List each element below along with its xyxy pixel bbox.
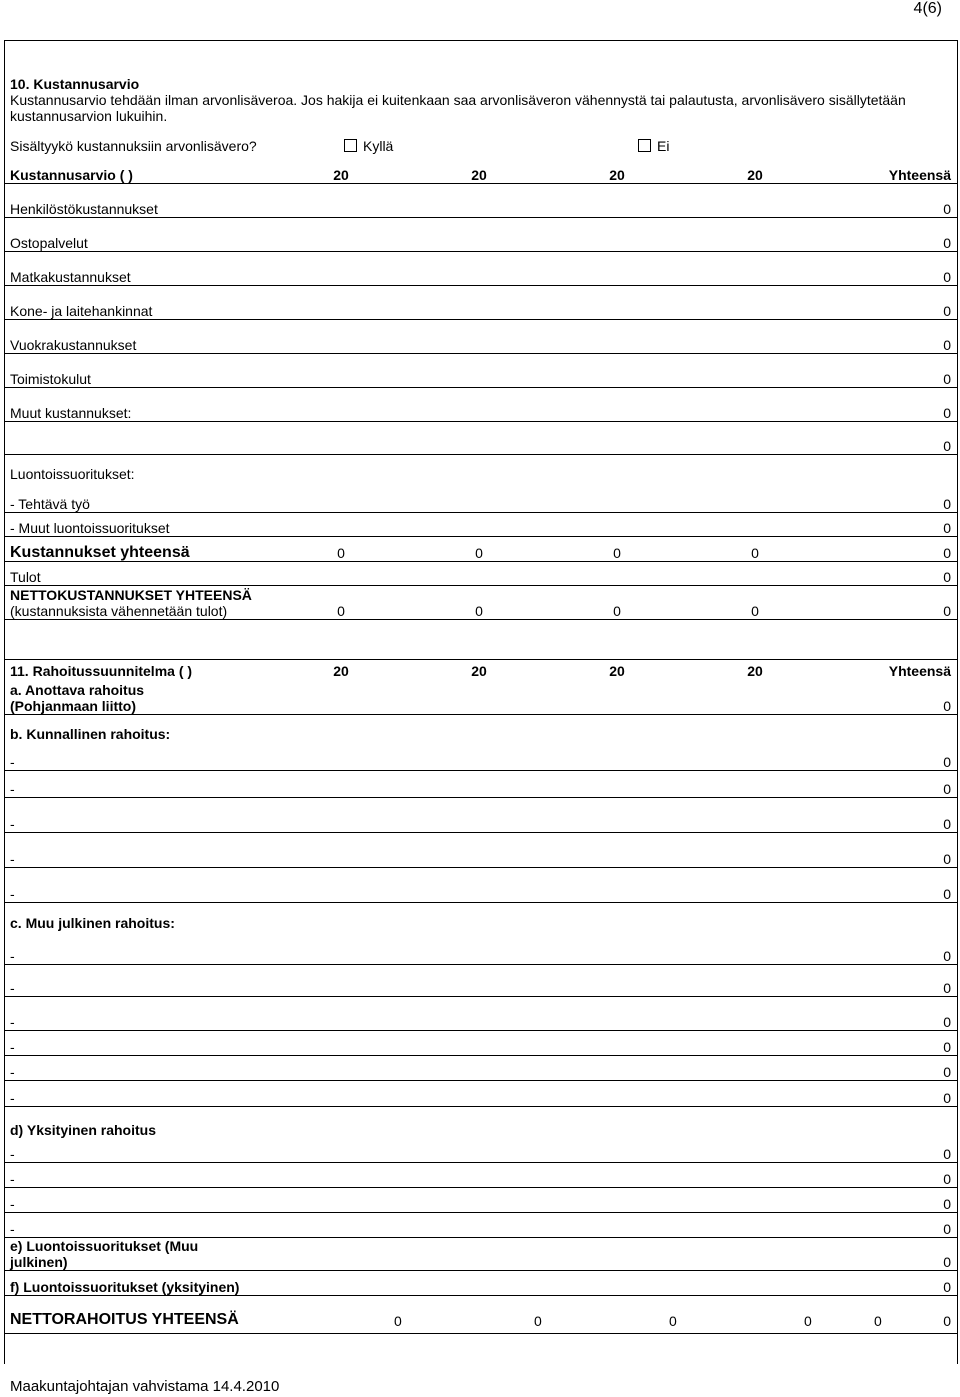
row-label[interactable]: - bbox=[4, 1056, 272, 1081]
cell-input[interactable] bbox=[548, 1188, 686, 1213]
row-total: 0 bbox=[824, 319, 957, 353]
cell-value: 0 bbox=[410, 536, 548, 561]
row-label[interactable]: - bbox=[4, 771, 272, 798]
row-label: Toimistokulut bbox=[4, 353, 272, 387]
cell-input[interactable] bbox=[272, 1238, 410, 1271]
row-total: 0 bbox=[824, 536, 957, 561]
net-financing-row bbox=[4, 1296, 957, 1334]
section-10-heading: 10. Kustannusarvio bbox=[10, 76, 140, 92]
cell-input[interactable] bbox=[686, 1188, 824, 1213]
cell-input[interactable] bbox=[272, 217, 410, 251]
row-label[interactable] bbox=[4, 421, 272, 454]
cell-value: 0 bbox=[548, 536, 686, 561]
cell-input[interactable] bbox=[686, 965, 824, 997]
cell-input[interactable] bbox=[410, 1031, 548, 1056]
row-label: Kone- ja laitehankinnat bbox=[4, 285, 272, 319]
net-costs-title: NETTOKUSTANNUKSET YHTEENSÄ bbox=[10, 586, 252, 603]
cell-input[interactable] bbox=[272, 1271, 410, 1296]
cell-input[interactable] bbox=[686, 512, 824, 536]
row-total: 0 bbox=[824, 561, 957, 585]
cell-input[interactable] bbox=[686, 387, 824, 421]
cell-input[interactable] bbox=[548, 251, 686, 285]
cell-input[interactable] bbox=[272, 931, 410, 965]
cell-value: 0 bbox=[534, 1313, 542, 1329]
cell-input[interactable] bbox=[272, 353, 410, 387]
cell-input[interactable] bbox=[686, 1056, 824, 1081]
cell-input[interactable] bbox=[548, 965, 686, 997]
cell-input[interactable] bbox=[410, 1238, 548, 1271]
row-label[interactable]: - bbox=[4, 1031, 272, 1056]
cell-input[interactable] bbox=[686, 1213, 824, 1238]
cell-input[interactable] bbox=[686, 1138, 824, 1163]
other-public-funding-label: c. Muu julkinen rahoitus: bbox=[10, 914, 175, 931]
in-kind-public-row bbox=[4, 1238, 957, 1271]
table-row bbox=[4, 387, 957, 421]
cell-input[interactable] bbox=[548, 798, 686, 833]
cell-input[interactable] bbox=[410, 1056, 548, 1081]
cell-input[interactable] bbox=[686, 1081, 824, 1107]
vat-question-row bbox=[10, 138, 950, 154]
cell-value: 0 bbox=[272, 536, 410, 561]
cell-input[interactable] bbox=[272, 771, 410, 798]
cell-input[interactable] bbox=[410, 1213, 548, 1238]
cell-input[interactable] bbox=[410, 742, 548, 771]
cell-input[interactable] bbox=[410, 217, 548, 251]
row-total: 0 bbox=[824, 1238, 957, 1271]
row-total: 0 bbox=[824, 931, 957, 965]
cell-input[interactable] bbox=[686, 833, 824, 868]
cell-input[interactable] bbox=[686, 217, 824, 251]
row-label[interactable]: - bbox=[4, 1188, 272, 1213]
cell-input[interactable] bbox=[272, 319, 410, 353]
row-total: 0 bbox=[824, 183, 957, 217]
cell-input[interactable] bbox=[272, 512, 410, 536]
cell-input[interactable] bbox=[410, 512, 548, 536]
vat-question: Sisältyykö kustannuksiin arvonlisävero? bbox=[10, 138, 257, 154]
row-total: 0 bbox=[824, 1056, 957, 1081]
cell-input[interactable] bbox=[272, 1138, 410, 1163]
in-kind-public-title: e) Luontoissuoritukset (Muu bbox=[10, 1238, 199, 1254]
table-row bbox=[4, 1138, 957, 1163]
cell-input[interactable] bbox=[410, 482, 548, 512]
cost-header-row bbox=[4, 163, 957, 183]
table-row bbox=[4, 482, 957, 512]
cell-input[interactable] bbox=[410, 251, 548, 285]
financing-header-row bbox=[4, 660, 957, 679]
cell-input[interactable] bbox=[272, 1213, 410, 1238]
row-total: 0 bbox=[824, 1213, 957, 1238]
cell-value: 0 bbox=[874, 1313, 882, 1329]
row-total: 0 bbox=[824, 285, 957, 319]
cell-input[interactable] bbox=[410, 931, 548, 965]
table-row bbox=[4, 931, 957, 965]
row-label: Ostopalvelut bbox=[4, 217, 272, 251]
row-label: Vuokrakustannukset bbox=[4, 319, 272, 353]
table-row bbox=[4, 868, 957, 903]
cell-input[interactable] bbox=[686, 1163, 824, 1188]
net-costs-label bbox=[4, 585, 272, 619]
cell-input[interactable] bbox=[686, 798, 824, 833]
net-financing-cell bbox=[4, 1296, 957, 1334]
cell-input[interactable] bbox=[272, 561, 410, 585]
cell-input[interactable] bbox=[548, 679, 686, 715]
row-label[interactable]: - bbox=[4, 997, 272, 1031]
year-1-header: 20 bbox=[333, 662, 349, 679]
section-10-intro bbox=[10, 76, 950, 154]
cell-input[interactable] bbox=[272, 965, 410, 997]
row-label[interactable]: - bbox=[4, 742, 272, 771]
row-total: 0 bbox=[824, 1163, 957, 1188]
table-row bbox=[4, 353, 957, 387]
row-label[interactable]: - bbox=[4, 868, 272, 903]
row-label[interactable]: - bbox=[4, 1213, 272, 1238]
vat-no-option[interactable] bbox=[638, 138, 669, 154]
row-label[interactable]: - bbox=[4, 931, 272, 965]
cell-input[interactable] bbox=[548, 561, 686, 585]
cell-input[interactable] bbox=[410, 1163, 548, 1188]
table-row bbox=[4, 319, 957, 353]
cell-value: 0 bbox=[394, 1313, 402, 1329]
cell-input[interactable] bbox=[548, 1271, 686, 1296]
cell-input[interactable] bbox=[686, 482, 824, 512]
cell-input[interactable] bbox=[686, 771, 824, 798]
cell-input[interactable] bbox=[686, 421, 824, 454]
row-label[interactable]: - bbox=[4, 1138, 272, 1163]
requested-funding-row bbox=[4, 679, 957, 715]
cell-input[interactable] bbox=[548, 1138, 686, 1163]
cell-input[interactable] bbox=[686, 679, 824, 715]
row-label: Matkakustannukset bbox=[4, 251, 272, 285]
cell-input[interactable] bbox=[548, 512, 686, 536]
cell-input[interactable] bbox=[272, 798, 410, 833]
row-total: 0 bbox=[824, 1188, 957, 1213]
cell-input[interactable] bbox=[686, 931, 824, 965]
cell-input[interactable] bbox=[272, 1081, 410, 1107]
vat-yes-option[interactable] bbox=[344, 138, 393, 154]
table-row bbox=[4, 1031, 957, 1056]
total-header: Yhteensä bbox=[824, 163, 957, 183]
year-2-header: 20 bbox=[471, 662, 487, 679]
cell-input[interactable] bbox=[272, 833, 410, 868]
table-row bbox=[4, 421, 957, 454]
vat-no-label: Ei bbox=[657, 138, 670, 154]
row-total: 0 bbox=[824, 353, 957, 387]
cell-input[interactable] bbox=[686, 285, 824, 319]
cell-input[interactable] bbox=[410, 833, 548, 868]
table-row bbox=[4, 798, 957, 833]
cell-input[interactable] bbox=[272, 868, 410, 903]
cell-value: 0 bbox=[272, 585, 410, 619]
cell-input[interactable] bbox=[548, 868, 686, 903]
cell-input[interactable] bbox=[686, 561, 824, 585]
table-row bbox=[4, 1081, 957, 1107]
row-total: 0 bbox=[824, 1081, 957, 1107]
row-label[interactable]: - bbox=[4, 1163, 272, 1188]
cell-input[interactable] bbox=[548, 997, 686, 1031]
intro-text: Kustannusarvio tehdään ilman arvonlisäveroa. Jos hakija ei kuitenkaan saa arvonlisäveron vähennystä tai palautusta, arvonlisävero sisällytetään kustannusarvion lukuihin. bbox=[10, 92, 906, 124]
net-financing-label: NETTORAHOITUS YHTEENSÄ bbox=[10, 1311, 239, 1328]
cell-input[interactable] bbox=[272, 387, 410, 421]
cell-input[interactable] bbox=[548, 387, 686, 421]
row-label: - Tehtävä työ bbox=[4, 482, 272, 512]
financing-header-label: 11. Rahoitussuunnitelma ( ) bbox=[10, 662, 193, 679]
table-row bbox=[4, 965, 957, 997]
cell-value: 0 bbox=[669, 1313, 677, 1329]
cell-input[interactable] bbox=[410, 771, 548, 798]
cell-value: 0 bbox=[686, 585, 824, 619]
cell-input[interactable] bbox=[272, 679, 410, 715]
private-funding-label: d) Yksityinen rahoitus bbox=[10, 1121, 156, 1138]
table-row bbox=[4, 1213, 957, 1238]
page-number: 4(6) bbox=[913, 0, 942, 17]
row-total: 0 bbox=[824, 997, 957, 1031]
cell-input[interactable] bbox=[272, 1163, 410, 1188]
cell-input[interactable] bbox=[410, 679, 548, 715]
in-kind-heading-row bbox=[4, 454, 957, 482]
cell-input[interactable] bbox=[272, 997, 410, 1031]
row-total: 0 bbox=[824, 798, 957, 833]
cell-input[interactable] bbox=[548, 833, 686, 868]
cell-input[interactable] bbox=[548, 771, 686, 798]
cell-input[interactable] bbox=[410, 561, 548, 585]
row-label[interactable]: - bbox=[4, 1081, 272, 1107]
cell-input[interactable] bbox=[410, 353, 548, 387]
cost-header-label: Kustannusarvio ( ) bbox=[4, 163, 272, 183]
cell-input[interactable] bbox=[548, 1163, 686, 1188]
cell-input[interactable] bbox=[548, 217, 686, 251]
cell-input[interactable] bbox=[548, 1056, 686, 1081]
costs-total-label: Kustannukset yhteensä bbox=[4, 536, 272, 561]
row-label[interactable]: - bbox=[4, 965, 272, 997]
cell-input[interactable] bbox=[548, 183, 686, 217]
net-costs-row bbox=[4, 585, 957, 619]
cell-input[interactable] bbox=[272, 482, 410, 512]
table-row bbox=[4, 833, 957, 868]
cell-input[interactable] bbox=[548, 1081, 686, 1107]
row-total: 0 bbox=[824, 868, 957, 903]
costs-total-row bbox=[4, 536, 957, 561]
year-3-header: 20 bbox=[609, 662, 625, 679]
row-total: 0 bbox=[824, 421, 957, 454]
table-row bbox=[4, 183, 957, 217]
row-total: 0 bbox=[824, 585, 957, 619]
row-total: 0 bbox=[824, 965, 957, 997]
cell-input[interactable] bbox=[686, 183, 824, 217]
financing-plan-table bbox=[4, 659, 957, 1334]
row-total: 0 bbox=[824, 1031, 957, 1056]
cell-input[interactable] bbox=[548, 931, 686, 965]
cell-input[interactable] bbox=[548, 1213, 686, 1238]
cell-input[interactable] bbox=[686, 353, 824, 387]
checkbox-icon[interactable] bbox=[344, 139, 357, 152]
row-total: 0 bbox=[824, 742, 957, 771]
row-total: 0 bbox=[824, 833, 957, 868]
cell-input[interactable] bbox=[272, 742, 410, 771]
row-total: 0 bbox=[824, 1271, 957, 1296]
in-kind-private-label: f) Luontoissuoritukset (yksityinen) bbox=[4, 1271, 272, 1296]
cell-input[interactable] bbox=[410, 421, 548, 454]
other-public-heading-row bbox=[4, 903, 957, 931]
table-row bbox=[4, 1163, 957, 1188]
cell-input[interactable] bbox=[686, 319, 824, 353]
cell-input[interactable] bbox=[410, 965, 548, 997]
cell-input[interactable] bbox=[686, 1238, 824, 1271]
year-3-header: 20 bbox=[548, 163, 686, 183]
total-header: Yhteensä bbox=[888, 662, 951, 679]
cell-input[interactable] bbox=[410, 1188, 548, 1213]
cell-input[interactable] bbox=[410, 319, 548, 353]
cell-value: 0 bbox=[804, 1313, 812, 1329]
row-label[interactable]: - bbox=[4, 833, 272, 868]
year-4-header: 20 bbox=[686, 163, 824, 183]
cell-input[interactable] bbox=[548, 742, 686, 771]
requested-funding-title: a. Anottava rahoitus bbox=[10, 682, 145, 698]
row-total: 0 bbox=[824, 251, 957, 285]
cell-input[interactable] bbox=[272, 1188, 410, 1213]
table-row bbox=[4, 251, 957, 285]
cell-input[interactable] bbox=[272, 1056, 410, 1081]
cell-input[interactable] bbox=[548, 421, 686, 454]
in-kind-public-label bbox=[4, 1238, 272, 1271]
row-total: 0 bbox=[943, 1313, 951, 1329]
cell-input[interactable] bbox=[548, 1238, 686, 1271]
cell-input[interactable] bbox=[272, 251, 410, 285]
requested-funding-label bbox=[4, 679, 272, 715]
row-label: Muut kustannukset: bbox=[4, 387, 272, 421]
row-total: 0 bbox=[824, 1138, 957, 1163]
row-total: 0 bbox=[824, 482, 957, 512]
cell-input[interactable] bbox=[272, 285, 410, 319]
cell-input[interactable] bbox=[686, 1271, 824, 1296]
private-heading-row bbox=[4, 1107, 957, 1138]
in-kind-label: Luontoissuoritukset: bbox=[10, 466, 135, 482]
cell-value: 0 bbox=[548, 585, 686, 619]
cell-value: 0 bbox=[410, 585, 548, 619]
cell-input[interactable] bbox=[686, 1031, 824, 1056]
cell-input[interactable] bbox=[548, 319, 686, 353]
table-row bbox=[4, 1188, 957, 1213]
income-row bbox=[4, 561, 957, 585]
cell-input[interactable] bbox=[410, 997, 548, 1031]
cell-input[interactable] bbox=[272, 183, 410, 217]
in-kind-private-row bbox=[4, 1271, 957, 1296]
cell-input[interactable] bbox=[548, 1031, 686, 1056]
cell-input[interactable] bbox=[686, 742, 824, 771]
row-label[interactable]: - bbox=[4, 798, 272, 833]
checkbox-icon[interactable] bbox=[638, 139, 651, 152]
footer-approval-note: Maakuntajohtajan vahvistama 14.4.2010 bbox=[10, 1378, 280, 1395]
year-4-header: 20 bbox=[747, 662, 763, 679]
cell-input[interactable] bbox=[686, 868, 824, 903]
table-row bbox=[4, 997, 957, 1031]
cell-input[interactable] bbox=[410, 868, 548, 903]
cell-input[interactable] bbox=[548, 482, 686, 512]
cell-input[interactable] bbox=[410, 1081, 548, 1107]
municipal-heading-row bbox=[4, 715, 957, 742]
table-row bbox=[4, 742, 957, 771]
row-total: 0 bbox=[824, 512, 957, 536]
row-total: 0 bbox=[824, 217, 957, 251]
cell-input[interactable] bbox=[410, 387, 548, 421]
year-1-header: 20 bbox=[272, 163, 410, 183]
table-row bbox=[4, 1056, 957, 1081]
municipal-funding-label: b. Kunnallinen rahoitus: bbox=[10, 725, 171, 742]
cell-input[interactable] bbox=[548, 285, 686, 319]
cell-input[interactable] bbox=[272, 1031, 410, 1056]
cost-estimate-table bbox=[4, 163, 957, 620]
cell-value: 0 bbox=[686, 536, 824, 561]
table-row bbox=[4, 285, 957, 319]
cell-input[interactable] bbox=[410, 798, 548, 833]
cell-input[interactable] bbox=[410, 1138, 548, 1163]
vat-yes-label: Kyllä bbox=[363, 138, 394, 154]
row-total: 0 bbox=[824, 771, 957, 798]
table-row bbox=[4, 512, 957, 536]
income-label: Tulot bbox=[4, 561, 272, 585]
row-total: 0 bbox=[824, 387, 957, 421]
row-label: Henkilöstökustannukset bbox=[4, 183, 272, 217]
row-total: 0 bbox=[824, 679, 957, 715]
cell-input[interactable] bbox=[686, 997, 824, 1031]
cell-input[interactable] bbox=[410, 183, 548, 217]
cell-input[interactable] bbox=[410, 1271, 548, 1296]
in-kind-public-title-cont: julkinen) bbox=[10, 1254, 68, 1270]
table-row bbox=[4, 771, 957, 798]
cell-input[interactable] bbox=[272, 421, 410, 454]
table-row bbox=[4, 217, 957, 251]
year-2-header: 20 bbox=[410, 163, 548, 183]
cell-input[interactable] bbox=[548, 353, 686, 387]
row-label: - Muut luontoissuoritukset bbox=[4, 512, 272, 536]
cell-input[interactable] bbox=[686, 251, 824, 285]
requested-funding-source: (Pohjanmaan liitto) bbox=[10, 698, 136, 714]
net-costs-note: (kustannuksista vähennetään tulot) bbox=[10, 602, 228, 619]
cell-input[interactable] bbox=[410, 285, 548, 319]
